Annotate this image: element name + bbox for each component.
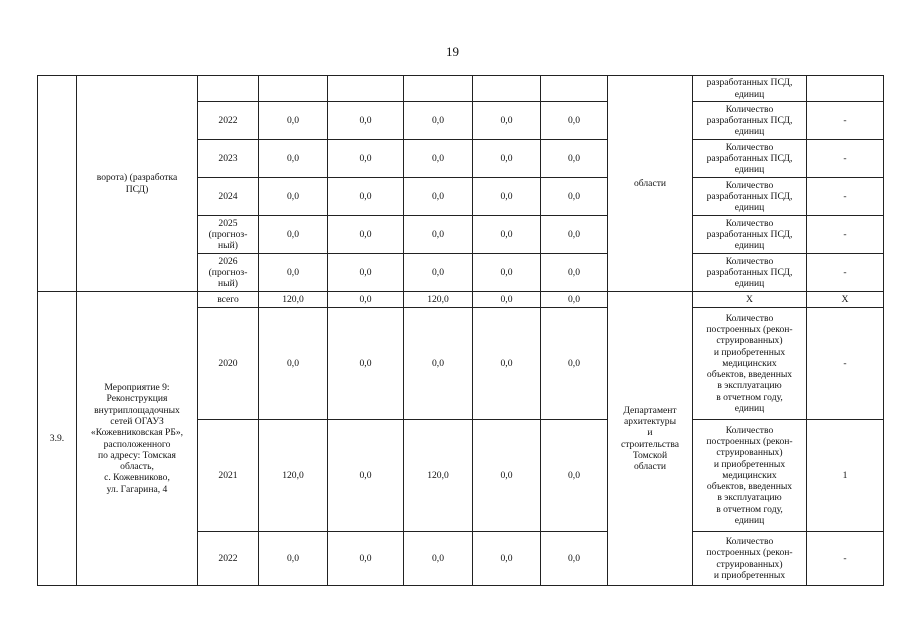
year-cell: 2020 <box>198 308 259 420</box>
target-cell: - <box>807 532 884 586</box>
value-cell: 0,0 <box>541 216 608 254</box>
value-cell: 0,0 <box>328 140 404 178</box>
value-cell <box>404 76 473 102</box>
target-cell: - <box>807 140 884 178</box>
value-cell: 0,0 <box>328 178 404 216</box>
year-cell: 2023 <box>198 140 259 178</box>
target-cell: - <box>807 308 884 420</box>
value-cell: 120,0 <box>404 420 473 532</box>
value-cell: 120,0 <box>404 292 473 308</box>
page-number: 19 <box>446 44 459 59</box>
value-cell: 0,0 <box>404 308 473 420</box>
year-cell: 2025 (прогноз- ный) <box>198 216 259 254</box>
value-cell: 120,0 <box>259 420 328 532</box>
target-cell: - <box>807 216 884 254</box>
value-cell <box>328 76 404 102</box>
indicator-cell: Количество разработанных ПСД, единиц <box>693 178 807 216</box>
value-cell: 0,0 <box>541 308 608 420</box>
value-cell: 0,0 <box>259 254 328 292</box>
indicator-cell: Количество построенных (рекон- струированных) и приобретенных медицинских объектов, введенных в эксплуатацию в отчетном году, единиц <box>693 420 807 532</box>
value-cell <box>259 76 328 102</box>
event-name-cell: Мероприятие 9: Реконструкция внутриплощадочных сетей ОГАУЗ «Кожевниковская РБ», расположенного по адресу: Томская область, с. Кожевниково, ул. Гагарина, 4 <box>77 292 198 586</box>
value-cell: 0,0 <box>541 292 608 308</box>
value-cell: 0,0 <box>541 140 608 178</box>
year-cell: 2021 <box>198 420 259 532</box>
executor-cell: Департамент архитектуры и строительства Томской области <box>608 292 693 586</box>
value-cell: 0,0 <box>328 254 404 292</box>
value-cell: 0,0 <box>404 216 473 254</box>
value-cell: 0,0 <box>473 254 541 292</box>
year-cell: 2026 (прогноз- ный) <box>198 254 259 292</box>
value-cell: 0,0 <box>259 216 328 254</box>
value-cell: 0,0 <box>328 308 404 420</box>
value-cell: 0,0 <box>473 308 541 420</box>
value-cell: 0,0 <box>259 532 328 586</box>
value-cell: 0,0 <box>404 254 473 292</box>
executor-cell: области <box>608 76 693 292</box>
value-cell: 0,0 <box>404 102 473 140</box>
value-cell: 0,0 <box>259 140 328 178</box>
value-cell: 0,0 <box>259 178 328 216</box>
target-cell: - <box>807 102 884 140</box>
indicator-cell: разработанных ПСД, единиц <box>693 76 807 102</box>
value-cell: 0,0 <box>473 178 541 216</box>
value-cell: 0,0 <box>259 102 328 140</box>
year-cell <box>198 76 259 102</box>
indicator-cell: Количество разработанных ПСД, единиц <box>693 254 807 292</box>
value-cell: 0,0 <box>473 140 541 178</box>
year-cell: всего <box>198 292 259 308</box>
value-cell: 0,0 <box>328 292 404 308</box>
target-cell <box>807 76 884 102</box>
row-number-cell <box>38 76 77 292</box>
row-number-cell: 3.9. <box>38 292 77 586</box>
indicator-cell: Количество разработанных ПСД, единиц <box>693 102 807 140</box>
target-cell: - <box>807 254 884 292</box>
year-cell: 2024 <box>198 178 259 216</box>
indicator-cell: Количество построенных (рекон- струированных) и приобретенных медицинских объектов, введенных в эксплуатацию в отчетном году, единиц <box>693 308 807 420</box>
program-table <box>37 75 884 586</box>
value-cell: 0,0 <box>541 102 608 140</box>
year-cell: 2022 <box>198 102 259 140</box>
value-cell: 0,0 <box>404 140 473 178</box>
target-cell: 1 <box>807 420 884 532</box>
target-cell: - <box>807 178 884 216</box>
value-cell: 0,0 <box>473 102 541 140</box>
indicator-cell: Количество разработанных ПСД, единиц <box>693 140 807 178</box>
value-cell: 0,0 <box>541 178 608 216</box>
value-cell <box>473 76 541 102</box>
value-cell: 0,0 <box>473 216 541 254</box>
indicator-cell: Количество построенных (рекон- струированных) и приобретенных <box>693 532 807 586</box>
value-cell: 0,0 <box>328 216 404 254</box>
year-cell: 2022 <box>198 532 259 586</box>
value-cell: 120,0 <box>259 292 328 308</box>
value-cell: 0,0 <box>328 532 404 586</box>
value-cell: 0,0 <box>328 420 404 532</box>
value-cell: 0,0 <box>541 420 608 532</box>
value-cell: 0,0 <box>473 532 541 586</box>
target-cell: X <box>807 292 884 308</box>
table-row <box>38 76 884 102</box>
value-cell: 0,0 <box>328 102 404 140</box>
value-cell: 0,0 <box>404 532 473 586</box>
indicator-cell: X <box>693 292 807 308</box>
value-cell: 0,0 <box>541 532 608 586</box>
indicator-cell: Количество разработанных ПСД, единиц <box>693 216 807 254</box>
event-name-cell: ворота) (разработка ПСД) <box>77 76 198 292</box>
value-cell: 0,0 <box>541 254 608 292</box>
value-cell: 0,0 <box>473 292 541 308</box>
value-cell <box>541 76 608 102</box>
value-cell: 0,0 <box>404 178 473 216</box>
value-cell: 0,0 <box>259 308 328 420</box>
table-row <box>38 292 884 308</box>
value-cell: 0,0 <box>473 420 541 532</box>
